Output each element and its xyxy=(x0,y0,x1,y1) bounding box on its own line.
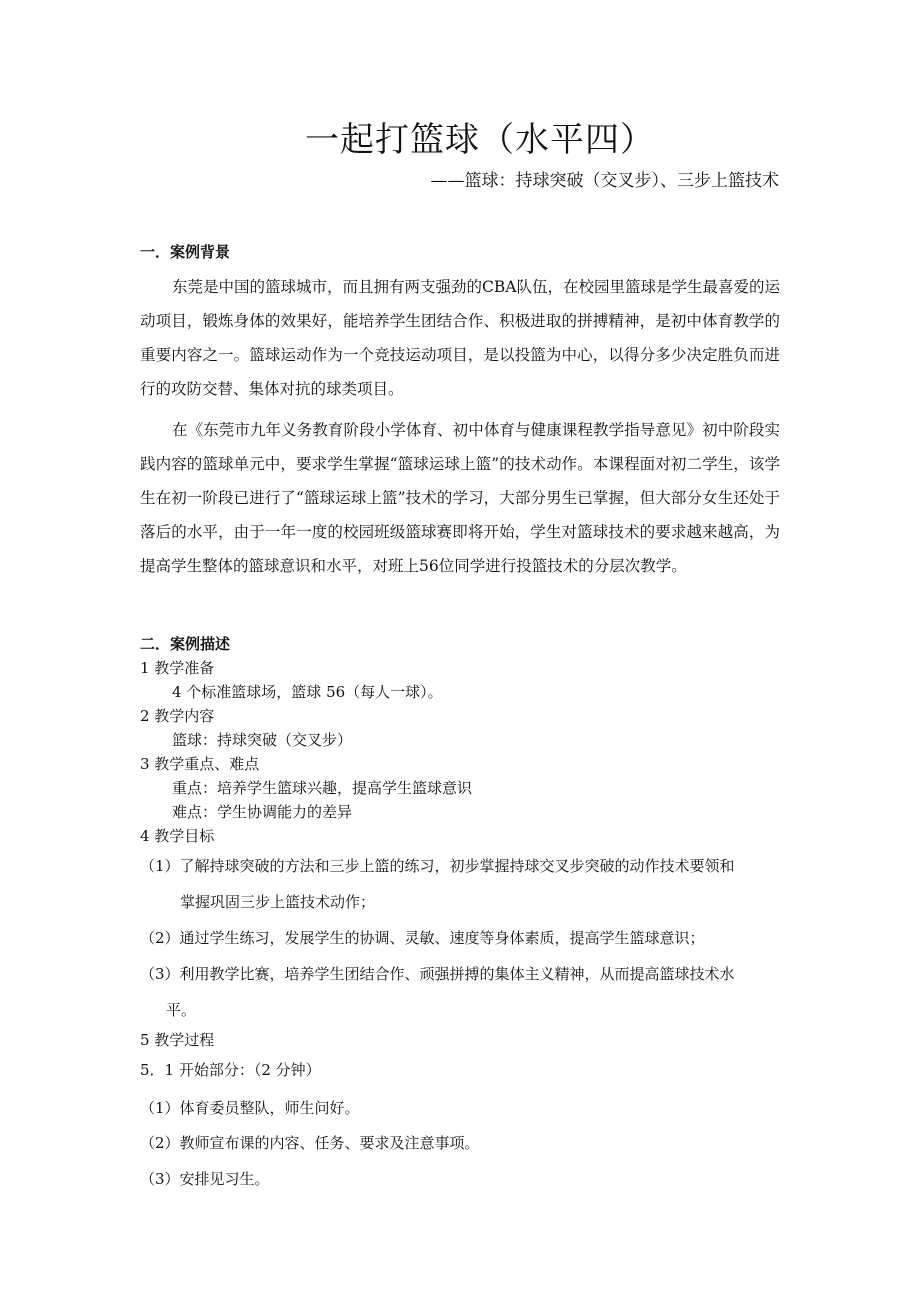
list-item: 篮球：持球突破（交叉步） xyxy=(172,731,353,749)
list-item: 1 教学准备 xyxy=(140,659,215,677)
list-item: 5．1 开始部分：（2 分钟） xyxy=(140,1061,321,1079)
list-item: 2 教学内容 xyxy=(140,707,215,725)
list-item: 难点：学生协调能力的差异 xyxy=(172,803,353,821)
section-heading-description: 二．案例描述 xyxy=(140,635,231,653)
list-item: 掌握巩固三步上篮技术动作； xyxy=(180,893,376,911)
list-item: 4 个标准篮球场，篮球 56（每人一球）。 xyxy=(172,683,443,701)
paragraph-background-1: 东莞是中国的篮球城市，而且拥有两支强劲的CBA队伍，在校园里篮球是学生最喜爱的运动项目，锻炼身体的效果好，能培养学生团结合作、积极进取的拼搏精神，是初中体育教学的重要内容之一。篮球运动作为一个竞技运动项目，是以投篮为中心，以得分多少决定胜负而进行的攻防交替、集体对抗的球类项目。 xyxy=(140,278,780,398)
section-heading-background: 一．案例背景 xyxy=(140,243,231,261)
list-item: 平。 xyxy=(166,1001,197,1019)
list-item: （2）通过学生练习，发展学生的协调、灵敏、速度等身体素质，提高学生篮球意识； xyxy=(140,929,705,947)
list-item: 5 教学过程 xyxy=(140,1031,215,1049)
paragraph-background-2: 在《东莞市九年义务教育阶段小学体育、初中体育与健康课程教学指导意见》初中阶段实践内容的篮球单元中，要求学生掌握“篮球运球上篮”的技术动作。本课程面对初二学生，该学生在初一阶段已进行了“篮球运球上篮”技术的学习，大部分男生已掌握，但大部分女生还处于落后的水平，由于一年一度的校园班级篮球赛即将开始，学生对篮球技术的要求越来越高，为提高学生整体的篮球意识和水平，对班上56位同学进行投篮技术的分层次教学。 xyxy=(140,421,780,575)
list-item: 4 教学目标 xyxy=(140,827,215,845)
list-item: （2）教师宣布课的内容、任务、要求及注意事项。 xyxy=(140,1134,480,1152)
list-item: （3）安排见习生。 xyxy=(140,1170,270,1188)
list-item: （1）了解持球突破的方法和三步上篮的练习，初步掌握持球交叉步突破的动作技术要领和 xyxy=(140,857,735,875)
document-subtitle: ——篮球：持球突破（交叉步）、三步上篮技术 xyxy=(430,171,779,191)
list-item: 重点：培养学生篮球兴趣，提高学生篮球意识 xyxy=(172,779,473,797)
list-item: （3）利用教学比赛，培养学生团结合作、顽强拼搏的集体主义精神，从而提高篮球技术水 xyxy=(140,965,735,983)
list-item: （1）体育委员整队，师生问好。 xyxy=(140,1099,360,1117)
document-title: 一起打篮球（水平四） xyxy=(305,120,655,160)
list-item: 3 教学重点、难点 xyxy=(140,755,260,773)
